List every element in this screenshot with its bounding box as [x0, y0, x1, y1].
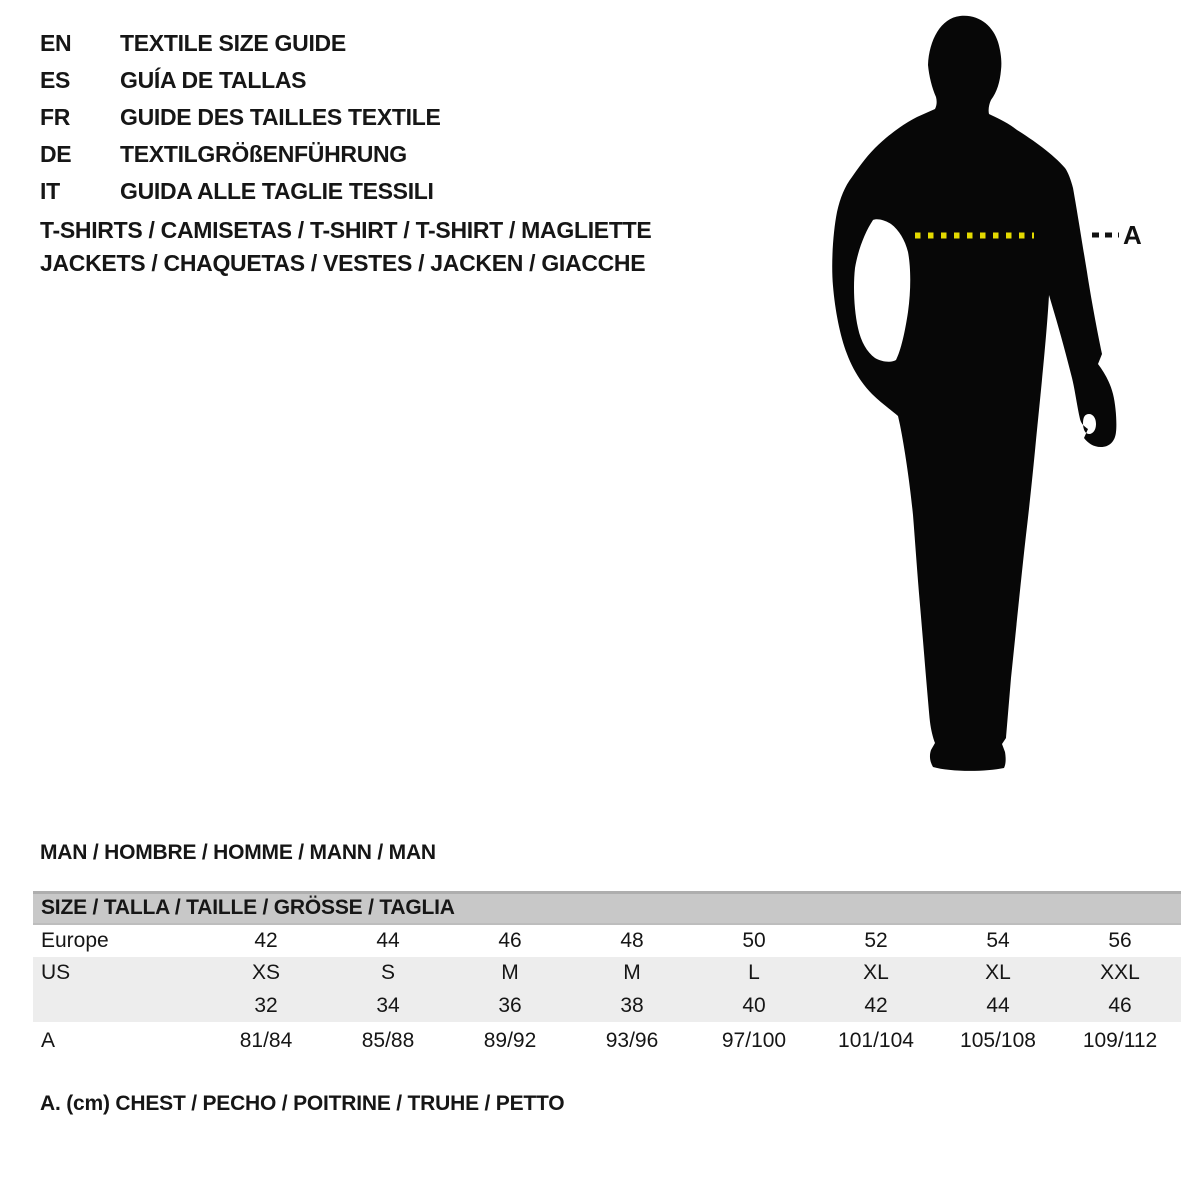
row-label: Europe	[33, 924, 205, 957]
table-cell: 40	[693, 990, 815, 1022]
table-cell: 50	[693, 924, 815, 957]
list-item	[40, 173, 441, 210]
table-cell: 38	[571, 990, 693, 1022]
table-row-numeric	[33, 990, 1181, 1022]
table-cell: XXL	[1059, 957, 1181, 990]
row-label: A	[33, 1022, 205, 1060]
table-cell: L	[693, 957, 815, 990]
table-cell: 46	[449, 924, 571, 957]
table-cell: 34	[327, 990, 449, 1022]
table-cell: 97/100	[693, 1022, 815, 1060]
table-cell: 36	[449, 990, 571, 1022]
table-cell: 56	[1059, 924, 1181, 957]
list-item	[40, 62, 441, 99]
table-cell: 93/96	[571, 1022, 693, 1060]
category-line-jackets: JACKETS / CHAQUETAS / VESTES / JACKEN / GIACCHE	[40, 250, 646, 276]
table-cell: 105/108	[937, 1022, 1059, 1060]
table-cell: 44	[937, 990, 1059, 1022]
table-cell: 85/88	[327, 1022, 449, 1060]
list-item	[40, 99, 441, 136]
table-cell: 42	[815, 990, 937, 1022]
table-cell: 42	[205, 924, 327, 957]
measure-label-a: A	[1123, 220, 1142, 250]
table-cell: 44	[327, 924, 449, 957]
table-cell: 46	[1059, 990, 1181, 1022]
table-cell: 89/92	[449, 1022, 571, 1060]
measurement-figure	[825, 10, 1145, 795]
table-cell: XL	[937, 957, 1059, 990]
language-code: ES	[40, 67, 71, 93]
row-label	[33, 990, 205, 1022]
table-cell: 52	[815, 924, 937, 957]
row-label: US	[33, 957, 205, 990]
table-row-europe	[33, 924, 1181, 957]
table-cell: 32	[205, 990, 327, 1022]
language-code: FR	[40, 104, 71, 130]
language-title-list	[40, 25, 441, 210]
table-cell: M	[571, 957, 693, 990]
table-cell: S	[327, 957, 449, 990]
table-cell: 109/112	[1059, 1022, 1181, 1060]
table-cell: M	[449, 957, 571, 990]
language-code: IT	[40, 178, 60, 204]
table-cell: XS	[205, 957, 327, 990]
table-cell: XL	[815, 957, 937, 990]
language-code: DE	[40, 141, 72, 167]
list-item	[40, 25, 441, 62]
table-row-us	[33, 957, 1181, 990]
table-cell: 48	[571, 924, 693, 957]
measurement-footnote: A. (cm) CHEST / PECHO / POITRINE / TRUHE / PETTO	[40, 1092, 565, 1115]
size-table	[33, 891, 1181, 1060]
man-silhouette	[832, 16, 1116, 771]
language-title: GUIDA ALLE TAGLIE TESSILI	[120, 178, 434, 204]
table-cell: 81/84	[205, 1022, 327, 1060]
table-cell: 101/104	[815, 1022, 937, 1060]
table-cell: 54	[937, 924, 1059, 957]
table-header-row	[33, 893, 1181, 924]
language-title: GUIDE DES TAILLES TEXTILE	[120, 104, 441, 130]
list-item	[40, 136, 441, 173]
table-row-chest-cm	[33, 1022, 1181, 1060]
table-header-label: SIZE / TALLA / TAILLE / GRÖSSE / TAGLIA	[33, 893, 1181, 924]
product-categories	[40, 214, 651, 280]
language-title: TEXTILE SIZE GUIDE	[120, 30, 346, 56]
category-line-tshirts: T-SHIRTS / CAMISETAS / T-SHIRT / T-SHIRT / MAGLIETTE	[40, 217, 652, 243]
language-title: TEXTILGRÖßENFÜHRUNG	[120, 141, 407, 167]
man-silhouette-svg	[825, 10, 1145, 795]
section-title-man: MAN / HOMBRE / HOMME / MANN / MAN	[40, 841, 436, 864]
language-title: GUÍA DE TALLAS	[120, 67, 307, 93]
language-code: EN	[40, 30, 72, 56]
